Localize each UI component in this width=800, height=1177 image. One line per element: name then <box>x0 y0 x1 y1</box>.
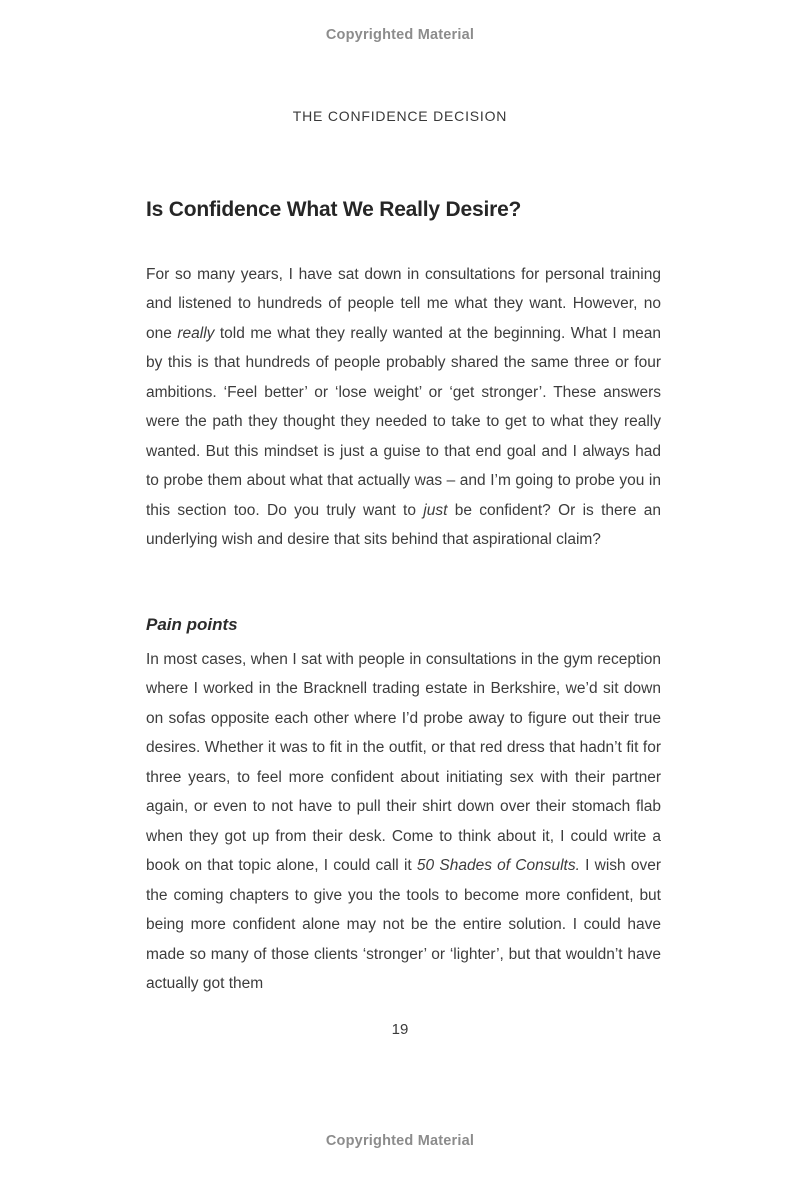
copyright-notice-bottom: Copyrighted Material <box>325 1133 475 1149</box>
pain-points-paragraph: In most cases, when I sat with people in consultations in the gym reception where I worked in the Bracknell trading estate in Berkshire, we’d sit down on sofas opposite each other where I’d probe away to figure out their true desires. Whether it was to fit in the outfit, or that red dress that hadn’t fit for three years, to feel more confident about initiating sex with their partner again, or even to not have to pull their shirt down over their stomach flab when they got up from their desk. Come to think about it, I could write a book on that topic alone, I could call it 50 Shades of Consults. I wish over the coming chapters to give you the tools to become more confident, but being more confident alone may not be the entire solution. I could have made so many of those clients ‘stronger’ or ‘lighter’, but that wouldn’t have actually got them <box>146 650 661 992</box>
intro-paragraph: For so many years, I have sat down in consultations for personal training and listened to hundreds of people tell me what they want. However, no one really told me what they really wanted at the beginning. What I mean by this is that hundreds of people probably shared the same three or four ambitions. ‘Feel better’ or ‘lose weight’ or ‘get stronger’. These answers were the path they thought they needed to take to get to what they really wanted. But this mindset is just a guise to that end goal and I always had to probe them about what that actually was – and I’m going to probe you in this section too. Do you truly want to just be confident? Or is there an underlying wish and desire that sits behind that aspirational claim? <box>146 265 661 548</box>
pain-points-subheading: Pain points <box>146 615 238 635</box>
page-number: 19 <box>391 1021 409 1038</box>
running-header: THE CONFIDENCE DECISION <box>292 108 508 124</box>
copyright-notice-top: Copyrighted Material <box>325 27 475 43</box>
section-title: Is Confidence What We Really Desire? <box>146 198 522 222</box>
